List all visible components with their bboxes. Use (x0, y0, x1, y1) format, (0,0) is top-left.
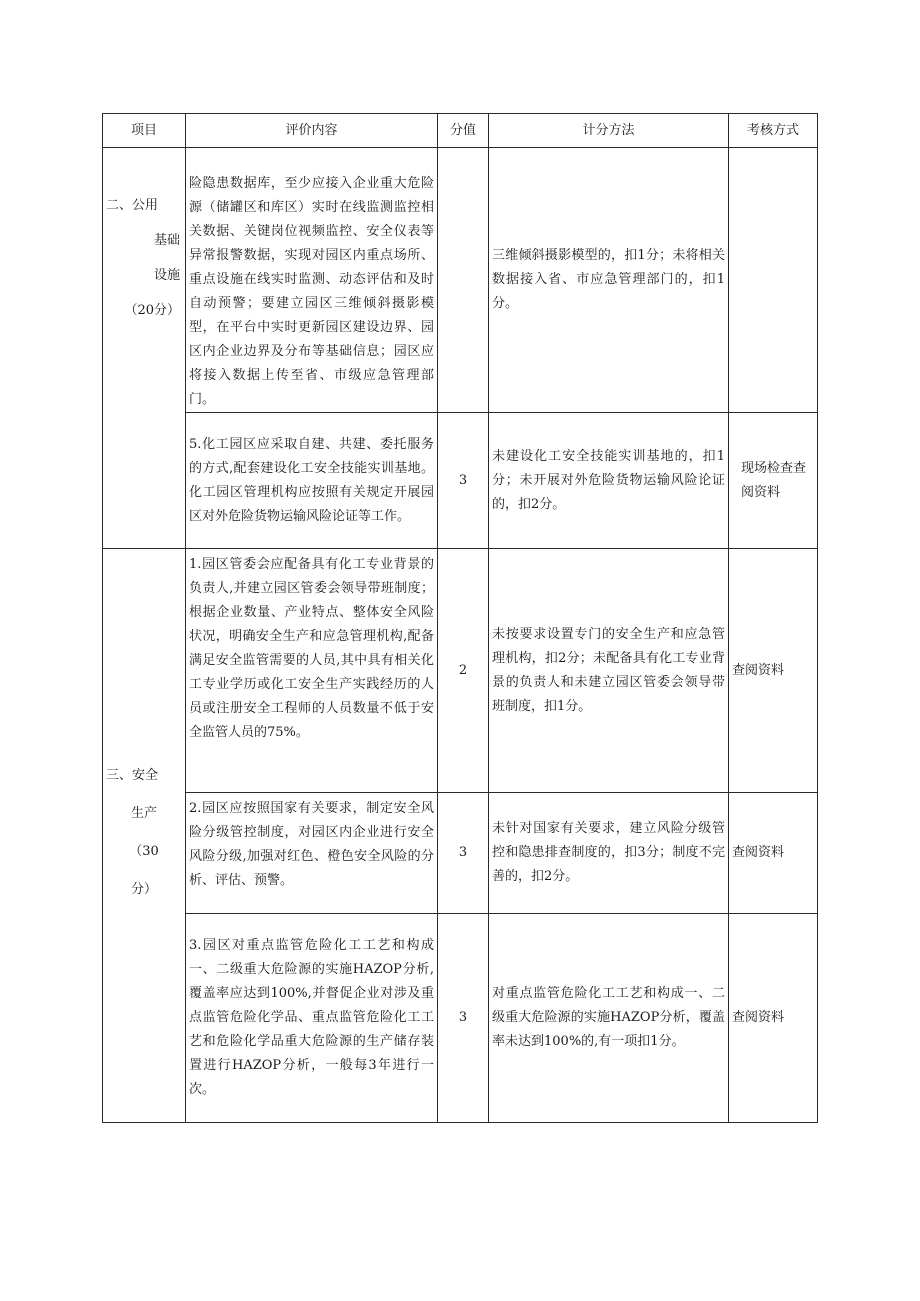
table-row (103, 793, 818, 914)
section2-title-line4: （20分） (124, 303, 180, 318)
section2-row5-score: 3 (438, 413, 489, 549)
section3-title-line2: 生产 (130, 806, 157, 821)
section3-row2-content: 2.园区应按照国家有关要求，制定安全风险分级管控制度，对园区内企业进行安全风险分级,加强对红色、橙色安全风险的分析、评估、预警。 (186, 793, 438, 914)
table-row (103, 148, 818, 413)
section3-row1-method: 未按要求设置专门的安全生产和应急管理机构，扣2分；未配备具有化工专业背景的负责人和未建立园区管委会领导带班制度，扣1分。 (489, 549, 729, 793)
evaluation-table (102, 113, 818, 1123)
section2-title-line1: 二、公用 (106, 198, 159, 213)
table-row (103, 914, 818, 1123)
header-mode: 考核方式 (729, 114, 818, 148)
section3-row1-content: 1.园区管委会应配备具有化工专业背景的负责人,并建立园区管委会领导带班制度；根据企业数量、产业特点、整体安全风险状况，明确安全生产和应急管理机构,配备满足安全监管需要的人员,其中具有相关化工专业学历或化工安全生产实践经历的人员或注册安全工程师的人员数量不低于安全监管人员的75%。 (186, 549, 438, 793)
header-item: 项目 (103, 114, 186, 148)
section2-row5-method: 未建设化工安全技能实训基地的，扣1分；未开展对外危险货物运输风险论证的，扣2分。 (489, 413, 729, 549)
header-method: 计分方法 (489, 114, 729, 148)
section2-item-cell (103, 148, 186, 549)
section3-row2-score: 3 (438, 793, 489, 914)
section3-row1-mode: 查阅资料 (729, 549, 818, 793)
table-row (103, 413, 818, 549)
header-row (103, 114, 818, 148)
section2-title-line2: 基础 (153, 233, 180, 248)
section2-title-line3: 设施 (153, 268, 180, 283)
section3-title-line4: 分） (130, 882, 157, 897)
section3-row3-score: 3 (438, 914, 489, 1123)
header-score: 分值 (438, 114, 489, 148)
section2-cont-mode (729, 148, 818, 413)
section2-cont-content: 险隐患数据库，至少应接入企业重大危险源（储罐区和库区）实时在线监测监控相关数据、关键岗位视频监控、安全仪表等异常报警数据，实现对园区内重点场所、重点设施在线实时监测、动态评估和及时自动预警；要建立园区三维倾斜摄影模型，在平台中实时更新园区建设边界、园区内企业边界及分布等基础信息；园区应将接入数据上传至省、市级应急管理部门。 (186, 148, 438, 413)
table-row (103, 549, 818, 793)
section3-title-line3: （30 (129, 844, 159, 859)
section3-row3-mode: 查阅资料 (729, 914, 818, 1123)
section3-row3-method: 对重点监管危险化工工艺和构成一、二级重大危险源的实施HAZOP分析，覆盖率未达到100%的,有一项扣1分。 (489, 914, 729, 1123)
section2-row5-content: 5.化工园区应采取自建、共建、委托服务的方式,配套建设化工安全技能实训基地。化工园区管理机构应按照有关规定开展园区对外危险货物运输风险论证等工作。 (186, 413, 438, 549)
section3-row2-mode: 查阅资料 (729, 793, 818, 914)
section3-row3-content: 3.园区对重点监管危险化工工艺和构成一、二级重大危险源的实施HAZOP分析,覆盖率应达到100%,并督促企业对涉及重点监管危险化学品、重点监管危险化工工艺和危险化学品重大危险源的生产储存装置进行HAZOP分析，一般每3年进行一次。 (186, 914, 438, 1123)
section3-row2-method: 未针对国家有关要求，建立风险分级管控和隐患排查制度的，扣3分；制度不完善的，扣2分。 (489, 793, 729, 914)
section3-item-cell (103, 549, 186, 1123)
header-content: 评价内容 (186, 114, 438, 148)
section2-cont-score (438, 148, 489, 413)
section3-row1-score: 2 (438, 549, 489, 793)
section2-row5-mode: 现场检查查阅资料 (729, 413, 818, 549)
section2-cont-method: 三维倾斜摄影模型的，扣1分；未将相关数据接入省、市应急管理部门的，扣1分。 (489, 148, 729, 413)
section3-title-line1: 三、安全 (106, 768, 159, 783)
